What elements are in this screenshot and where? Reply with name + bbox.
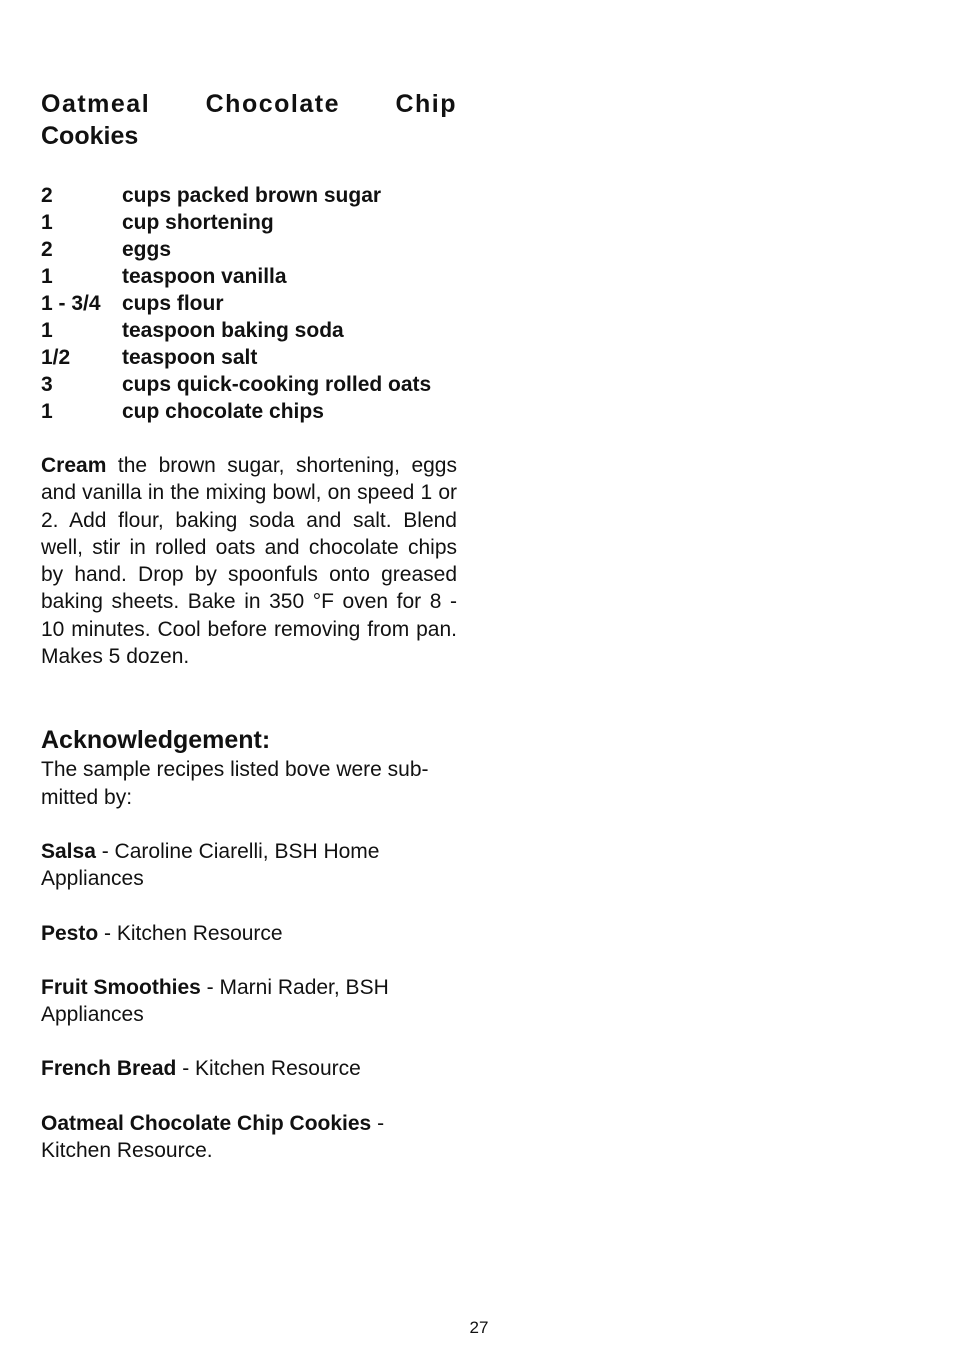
ingredient-quantity: 1 <box>41 400 53 423</box>
instructions-text: the brown sugar, shortening, eggs and vanilla in the mixing bowl, on speed 1 or 2. Add flour, baking soda and salt. Blend well, stir in rolled oats and chocolate chips by hand. Drop by spoonfuls onto greased baking sheets. Bake in 350 °F oven for 8 - 10 minutes. Cool before removing from pan. Makes 5 dozen. <box>41 454 457 669</box>
credit-source: - Caroline Ciarelli, BSH Home <box>95 839 380 863</box>
ingredient-description: cups flour <box>122 292 224 315</box>
ingredient-row <box>41 263 457 290</box>
credit-source-continued: Appliances <box>41 1003 144 1027</box>
ingredient-row <box>41 236 457 263</box>
ingredient-list <box>41 182 457 425</box>
acknowledgement-heading: Acknowledgement: <box>41 726 271 755</box>
credit-source: - Kitchen Resource <box>98 921 283 945</box>
ingredient-quantity: 1 - 3/4 <box>41 292 101 315</box>
ingredient-quantity: 1/2 <box>41 346 71 369</box>
ingredient-description: eggs <box>122 238 172 261</box>
ingredient-description: cup chocolate chips <box>122 400 324 423</box>
ingredient-quantity: 1 <box>41 319 53 342</box>
recipe-instructions <box>41 452 457 670</box>
ingredient-quantity: 2 <box>41 238 53 261</box>
ingredient-row <box>41 290 457 317</box>
recipe-title <box>41 88 457 152</box>
credit-source-continued: Kitchen Resource. <box>41 1139 213 1163</box>
credit-recipe-name: French Bread <box>41 1057 177 1081</box>
credit-entry <box>41 1055 457 1082</box>
ingredient-quantity: 3 <box>41 373 53 396</box>
acknowledgement-intro-line2: mitted by: <box>41 785 133 809</box>
recipe-title-line1: Oatmeal Chocolate Chip <box>41 90 457 118</box>
credit-entry <box>41 974 457 1029</box>
page-content <box>41 88 457 1164</box>
credit-entry <box>41 1110 457 1165</box>
ingredient-description: cups quick-cooking rolled oats <box>122 373 432 396</box>
credit-source-continued: Appliances <box>41 867 144 891</box>
ingredient-row <box>41 371 457 398</box>
credit-source: - Marni Rader, BSH <box>200 975 389 999</box>
acknowledgement-intro-line1: The sample recipes listed bove were sub- <box>41 758 429 782</box>
ingredient-quantity: 2 <box>41 184 53 207</box>
ingredient-quantity: 1 <box>41 265 53 288</box>
credit-source: - <box>371 1111 385 1135</box>
ingredient-quantity: 1 <box>41 211 53 234</box>
credit-recipe-name: Oatmeal Chocolate Chip Cookies <box>41 1111 372 1135</box>
recipe-title-line2: Cookies <box>41 122 139 150</box>
page-number: 27 <box>469 1318 489 1337</box>
ingredient-description: cup shortening <box>122 211 274 234</box>
credit-entry <box>41 920 457 947</box>
ingredient-row <box>41 209 457 236</box>
ingredient-description: teaspoon vanilla <box>122 265 287 288</box>
credit-recipe-name: Fruit Smoothies <box>41 975 201 999</box>
ingredient-row <box>41 398 457 425</box>
credit-recipe-name: Salsa <box>41 839 96 863</box>
credit-entry <box>41 838 457 893</box>
credit-source: - Kitchen Resource <box>176 1057 361 1081</box>
ingredient-row <box>41 344 457 371</box>
instructions-lead-word: Cream <box>41 454 107 477</box>
ingredient-description: cups packed brown sugar <box>122 184 382 207</box>
ingredient-description: teaspoon salt <box>122 346 258 369</box>
credit-recipe-name: Pesto <box>41 921 99 945</box>
ingredient-description: teaspoon baking soda <box>122 319 344 342</box>
ingredient-row <box>41 317 457 344</box>
acknowledgement-intro <box>41 756 457 811</box>
ingredient-row <box>41 182 457 209</box>
